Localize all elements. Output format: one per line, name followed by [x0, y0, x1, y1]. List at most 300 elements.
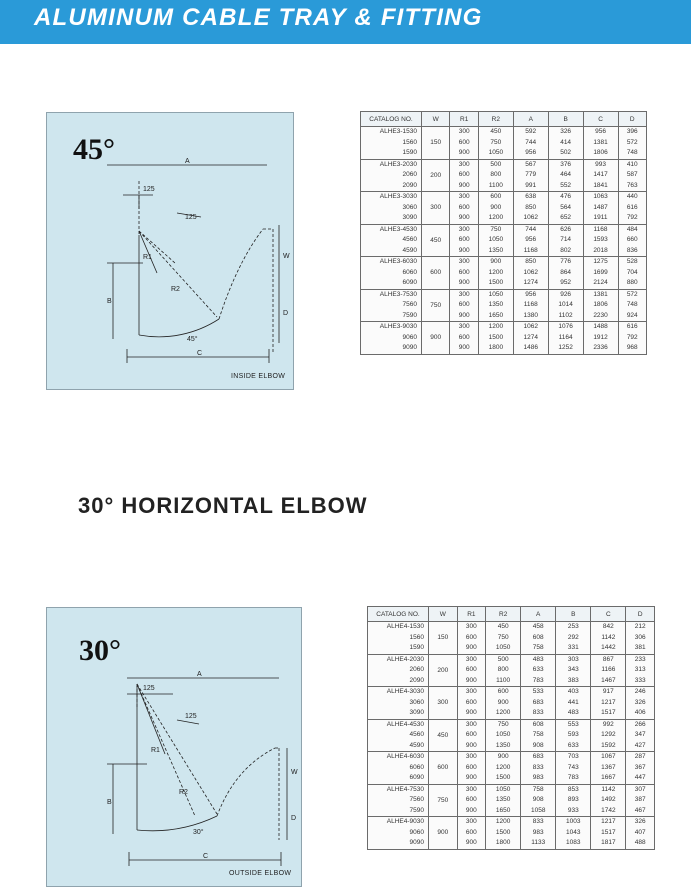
- cell-a: [513, 159, 548, 192]
- cell-c: [583, 289, 618, 322]
- col-header-c: C: [583, 112, 618, 127]
- cell-line: 246: [634, 688, 646, 695]
- cell-c: [591, 752, 626, 785]
- cell-r1: [457, 622, 486, 655]
- section-title: 30° HORIZONTAL ELBOW: [78, 493, 368, 518]
- diagram-45-inside-elbow: [46, 112, 294, 390]
- cell-line: 440: [626, 193, 638, 200]
- cell-line: 908: [532, 741, 544, 749]
- cell-d: [626, 784, 655, 817]
- cell-a: [513, 127, 548, 160]
- cell-line: 572: [626, 138, 638, 146]
- col-header-r2: R2: [478, 112, 513, 127]
- cell-r1: [457, 687, 486, 720]
- cell-r2: [486, 719, 521, 752]
- cell-r2: [478, 289, 513, 322]
- cell-d: [618, 322, 647, 355]
- cell-line: 1142: [601, 633, 616, 641]
- header-banner: [0, 0, 691, 44]
- cell-line: 1381: [593, 138, 608, 146]
- cell-line: 552: [560, 181, 572, 189]
- spec-table-45: [360, 111, 647, 355]
- cell-line: 900: [458, 149, 470, 156]
- cell-cat: [368, 654, 429, 687]
- cell-line: 1217: [601, 698, 616, 706]
- cell-a: [521, 719, 556, 752]
- cell-line: 900: [465, 644, 477, 651]
- cell-d: [626, 687, 655, 720]
- cell-line: 458: [532, 623, 544, 630]
- angle-label-30: 30°: [79, 634, 121, 667]
- cell-line: 1200: [495, 763, 511, 771]
- col-header-b: B: [556, 607, 591, 622]
- cell-line: 300: [465, 753, 477, 760]
- cell-line: 306: [634, 633, 646, 641]
- cell-line: 406: [634, 709, 646, 716]
- col-header-a: A: [513, 112, 548, 127]
- table-row: [368, 654, 655, 687]
- cell-line: 991: [525, 181, 537, 189]
- cell-line: 1050: [495, 644, 511, 651]
- cell-line: 900: [490, 203, 502, 211]
- dim-label-125-b: 125: [185, 214, 197, 221]
- cell-line: 1076: [558, 323, 573, 330]
- cell-c: [591, 687, 626, 720]
- cell-line: 900: [465, 741, 477, 749]
- cell-line: ALHE4-3030: [386, 688, 424, 695]
- cell-line: 3060: [409, 698, 424, 706]
- cell-line: 616: [626, 203, 638, 211]
- cell-c: [583, 159, 618, 192]
- cell-line: 2060: [409, 666, 424, 673]
- dim-label-c: C: [197, 350, 203, 357]
- cell-line: 616: [626, 323, 638, 330]
- cell-line: 6060: [409, 763, 424, 771]
- col-header-d: D: [618, 112, 647, 127]
- cell-line: 1168: [593, 225, 608, 233]
- cell-line: 758: [532, 731, 544, 738]
- cell-line: 2018: [593, 246, 608, 254]
- table-row: [361, 257, 647, 290]
- cell-line: 4590: [402, 246, 417, 254]
- cell-cat: [361, 289, 422, 322]
- cell-line: 1517: [601, 709, 616, 716]
- cell-line: 253: [567, 623, 579, 630]
- col-header-r2: R2: [486, 607, 521, 622]
- dim-label-c: C: [203, 853, 209, 860]
- dim-label-angle: 30°: [193, 829, 204, 836]
- angle-label-45: 45°: [73, 133, 115, 166]
- cell-r1: [450, 192, 478, 225]
- cell-cat: [361, 159, 422, 192]
- cell-line: 750: [490, 138, 502, 146]
- cell-a: [521, 654, 556, 687]
- cell-line: 500: [497, 655, 509, 663]
- cell-line: 6090: [402, 279, 417, 286]
- cell-d: [618, 257, 647, 290]
- cell-r1: [457, 817, 486, 850]
- cell-line: 992: [602, 720, 614, 728]
- cell-line: 300: [465, 655, 477, 663]
- cell-line: ALHE3-4530: [379, 225, 417, 233]
- cell-line: 900: [465, 839, 477, 846]
- cell-r2: [486, 687, 521, 720]
- cell-cat: [361, 224, 422, 257]
- cell-line: 1050: [495, 785, 511, 793]
- cell-r2: [486, 784, 521, 817]
- cell-line: 1200: [488, 268, 504, 276]
- cell-line: 956: [525, 149, 537, 156]
- col-header-r1: R1: [450, 112, 478, 127]
- cell-b: [556, 752, 591, 785]
- cell-line: 1380: [523, 311, 538, 319]
- cell-line: 333: [634, 676, 646, 684]
- cell-line: 1100: [496, 676, 511, 684]
- cell-line: 993: [595, 160, 606, 168]
- cell-line: 553: [567, 720, 579, 728]
- dim-label-r1: R1: [143, 254, 152, 261]
- cell-line: 743: [567, 763, 579, 771]
- cell-line: 750: [497, 633, 509, 641]
- cell-line: 750: [497, 720, 509, 728]
- cell-line: 300: [458, 225, 470, 233]
- cell-line: 1800: [495, 839, 511, 846]
- cell-line: 983: [532, 774, 544, 781]
- col-header-w: W: [429, 607, 458, 622]
- cell-line: 2090: [402, 181, 417, 189]
- cell-line: 367: [634, 763, 646, 771]
- cell-line: 600: [458, 333, 470, 341]
- cell-b: [548, 159, 583, 192]
- cell-line: 303: [567, 655, 579, 663]
- cell-line: 533: [532, 688, 544, 695]
- cell-line: 600: [497, 688, 509, 695]
- cell-line: 1367: [601, 763, 616, 771]
- cell-line: 1467: [601, 676, 616, 684]
- cell-c: [583, 192, 618, 225]
- dim-label-125: 125: [143, 186, 155, 193]
- cell-line: 1168: [523, 246, 538, 254]
- cell-line: 1912: [593, 333, 608, 341]
- cell-line: 476: [560, 193, 572, 200]
- table-row: [368, 752, 655, 785]
- cell-line: 917: [602, 688, 614, 695]
- cell-line: 683: [532, 753, 544, 760]
- cell-line: 233: [634, 655, 646, 663]
- cell-line: 326: [634, 698, 646, 706]
- dim-label-a: A: [185, 158, 190, 165]
- cell-line: 528: [626, 258, 638, 265]
- cell-line: 1102: [558, 311, 573, 319]
- cell-line: 212: [634, 623, 646, 630]
- cell-line: 1200: [495, 709, 511, 716]
- cell-line: 488: [634, 839, 646, 846]
- cell-d: [618, 159, 647, 192]
- cell-line: 867: [602, 655, 614, 663]
- cell-a: [521, 622, 556, 655]
- cell-line: 1168: [523, 301, 538, 308]
- cell-w: 750: [422, 289, 450, 322]
- cell-line: 600: [458, 171, 470, 178]
- table-header-row: [368, 607, 655, 622]
- cell-cat: [361, 257, 422, 290]
- cell-b: [556, 687, 591, 720]
- cell-line: 952: [560, 279, 572, 286]
- cell-line: 1500: [488, 333, 504, 341]
- cell-line: 800: [497, 666, 509, 673]
- cell-line: 600: [465, 763, 477, 771]
- dim-label-angle: 45°: [187, 336, 198, 343]
- cell-line: 300: [458, 193, 470, 200]
- cell-line: 9060: [409, 828, 424, 836]
- table-row: [361, 192, 647, 225]
- cell-c: [583, 127, 618, 160]
- cell-line: 1650: [488, 311, 504, 319]
- cell-r1: [450, 127, 478, 160]
- cell-line: 1217: [601, 818, 616, 825]
- cell-line: 900: [458, 214, 470, 221]
- cell-line: 1742: [601, 806, 616, 814]
- cell-line: 900: [458, 246, 470, 254]
- cell-line: 1166: [601, 666, 616, 673]
- cell-d: [626, 654, 655, 687]
- cell-line: 4590: [409, 741, 424, 749]
- cell-line: 572: [626, 290, 638, 298]
- cell-d: [626, 817, 655, 850]
- cell-line: 441: [567, 698, 579, 706]
- cell-r2: [478, 224, 513, 257]
- dim-label-b: B: [107, 799, 112, 806]
- cell-line: 1050: [488, 236, 504, 243]
- cell-b: [556, 784, 591, 817]
- cell-line: 1350: [488, 301, 504, 308]
- cell-line: 1292: [601, 731, 616, 738]
- cell-line: 1014: [558, 301, 573, 308]
- cell-line: 300: [458, 290, 470, 298]
- cell-line: 1806: [593, 301, 608, 308]
- cell-d: [626, 752, 655, 785]
- cell-line: 633: [567, 741, 579, 749]
- cell-line: 1067: [601, 753, 616, 760]
- cell-line: 880: [626, 279, 638, 286]
- cell-r1: [450, 257, 478, 290]
- cell-line: 714: [560, 236, 572, 243]
- cell-line: 387: [634, 796, 646, 803]
- cell-line: 331: [567, 644, 579, 651]
- cell-line: 900: [465, 806, 477, 814]
- cell-line: 1050: [488, 290, 504, 298]
- cell-line: 968: [626, 344, 638, 351]
- cell-line: 307: [634, 785, 646, 793]
- cell-line: 1083: [566, 839, 581, 846]
- cell-line: 626: [560, 225, 572, 233]
- cell-c: [591, 817, 626, 850]
- table-row: [368, 719, 655, 752]
- cell-line: 7560: [402, 301, 417, 308]
- cell-r1: [457, 752, 486, 785]
- cell-line: 600: [458, 203, 470, 211]
- cell-line: 1590: [409, 644, 424, 651]
- cell-d: [618, 127, 647, 160]
- col-header-catalog: CATALOG NO.: [361, 112, 422, 127]
- cell-line: ALHE3-3030: [379, 193, 417, 200]
- col-header-a: A: [521, 607, 556, 622]
- cell-line: 381: [634, 644, 646, 651]
- cell-r2: [486, 752, 521, 785]
- table-row: [361, 127, 647, 160]
- cell-line: 1560: [409, 633, 424, 641]
- cell-line: 600: [458, 301, 470, 308]
- cell-line: 926: [560, 290, 572, 298]
- cell-r1: [450, 224, 478, 257]
- cell-line: 600: [458, 268, 470, 276]
- cell-c: [583, 322, 618, 355]
- cell-line: 600: [465, 828, 477, 836]
- cell-line: ALHE4-4530: [386, 720, 424, 728]
- cell-line: 842: [602, 623, 614, 630]
- cell-line: 933: [567, 806, 579, 814]
- cell-line: 9060: [402, 333, 417, 341]
- cell-line: 652: [560, 214, 572, 221]
- cell-r2: [478, 127, 513, 160]
- cell-cat: [368, 817, 429, 850]
- cell-w: 900: [429, 817, 458, 850]
- cell-b: [556, 719, 591, 752]
- cell-line: 3090: [402, 214, 417, 221]
- cell-line: 1593: [593, 236, 608, 243]
- cell-a: [513, 257, 548, 290]
- cell-a: [521, 687, 556, 720]
- cell-line: 853: [567, 785, 579, 793]
- cell-c: [591, 784, 626, 817]
- cell-line: 300: [465, 688, 477, 695]
- cell-line: 1200: [488, 214, 504, 221]
- cell-line: ALHE4-6030: [386, 753, 424, 760]
- cell-line: 7590: [409, 806, 424, 814]
- cell-line: 638: [525, 193, 537, 200]
- table-row: [368, 622, 655, 655]
- cell-line: 266: [634, 720, 646, 728]
- cell-a: [513, 224, 548, 257]
- caption-outside-elbow: OUTSIDE ELBOW: [229, 870, 292, 877]
- cell-line: 376: [560, 160, 572, 168]
- table-header-row: [361, 112, 647, 127]
- cell-r1: [457, 719, 486, 752]
- cell-line: 2090: [409, 676, 424, 684]
- cell-line: 1492: [601, 796, 616, 803]
- cell-line: 600: [465, 666, 477, 673]
- cell-line: 407: [634, 828, 646, 836]
- cell-line: 908: [532, 796, 544, 803]
- cell-line: 1350: [488, 246, 504, 254]
- col-header-r1: R1: [457, 607, 486, 622]
- cell-w: 200: [422, 159, 450, 192]
- cell-line: 792: [626, 333, 638, 341]
- cell-line: 1350: [495, 741, 511, 749]
- cell-line: 9090: [409, 839, 424, 846]
- cell-line: 414: [560, 138, 572, 146]
- cell-line: 1062: [523, 214, 538, 221]
- cell-line: 900: [458, 344, 470, 351]
- cell-line: 2060: [402, 171, 417, 178]
- cell-line: 900: [465, 774, 477, 781]
- cell-line: ALHE3-7530: [379, 290, 417, 298]
- cell-line: 1063: [593, 193, 608, 200]
- cell-line: 326: [634, 818, 646, 825]
- cell-line: ALHE4-1530: [386, 623, 424, 630]
- cell-line: 833: [532, 763, 544, 771]
- cell-r2: [478, 257, 513, 290]
- cell-cat: [361, 192, 422, 225]
- cell-line: 900: [465, 676, 477, 684]
- cell-line: 9090: [402, 344, 417, 351]
- cell-line: ALHE4-7530: [386, 785, 424, 793]
- cell-line: 2336: [593, 344, 608, 351]
- dim-label-125-b: 125: [185, 713, 197, 720]
- cell-line: 396: [626, 128, 638, 135]
- dim-label-w: W: [291, 769, 298, 776]
- cell-r2: [486, 654, 521, 687]
- cell-r2: [478, 192, 513, 225]
- cell-w: 450: [429, 719, 458, 752]
- cell-line: 1274: [523, 333, 538, 341]
- cell-line: 900: [490, 258, 502, 265]
- cell-line: 300: [465, 785, 477, 793]
- cell-line: 1043: [566, 828, 581, 836]
- cell-line: 600: [490, 193, 502, 200]
- cell-line: 900: [458, 181, 470, 189]
- cell-line: 300: [458, 258, 470, 265]
- cell-line: 383: [567, 676, 579, 684]
- cell-line: 592: [525, 128, 537, 135]
- cell-line: 744: [525, 225, 537, 233]
- cell-line: 1164: [558, 333, 573, 341]
- cell-line: ALHE4-2030: [386, 655, 424, 663]
- cell-line: 748: [626, 149, 638, 156]
- cell-line: 1487: [593, 203, 608, 211]
- cell-line: 1699: [593, 268, 608, 276]
- table-row: [361, 224, 647, 257]
- cell-line: 750: [490, 225, 502, 233]
- cell-b: [548, 192, 583, 225]
- cell-line: 900: [497, 753, 509, 760]
- cell-line: 450: [497, 623, 509, 630]
- cell-line: 833: [532, 709, 544, 716]
- dim-label-r1: R1: [151, 747, 160, 754]
- cell-line: 593: [567, 731, 579, 738]
- cell-line: 608: [532, 633, 544, 641]
- cell-r1: [450, 322, 478, 355]
- cell-cat: [368, 752, 429, 785]
- cell-line: 300: [458, 128, 470, 135]
- cell-line: 600: [458, 138, 470, 146]
- cell-line: 1100: [488, 181, 503, 189]
- cell-line: 1486: [523, 344, 538, 351]
- table-row: [361, 322, 647, 355]
- cell-line: 1500: [495, 828, 511, 836]
- cell-w: 300: [422, 192, 450, 225]
- cell-a: [513, 322, 548, 355]
- cell-line: 1417: [593, 171, 608, 178]
- cell-line: 300: [465, 818, 477, 825]
- cell-cat: [361, 322, 422, 355]
- cell-r2: [478, 322, 513, 355]
- cell-line: 483: [567, 709, 579, 716]
- cell-line: ALHE3-2030: [379, 160, 417, 168]
- cell-line: 467: [634, 806, 646, 814]
- cell-line: 833: [532, 818, 544, 825]
- cell-line: 900: [458, 279, 470, 286]
